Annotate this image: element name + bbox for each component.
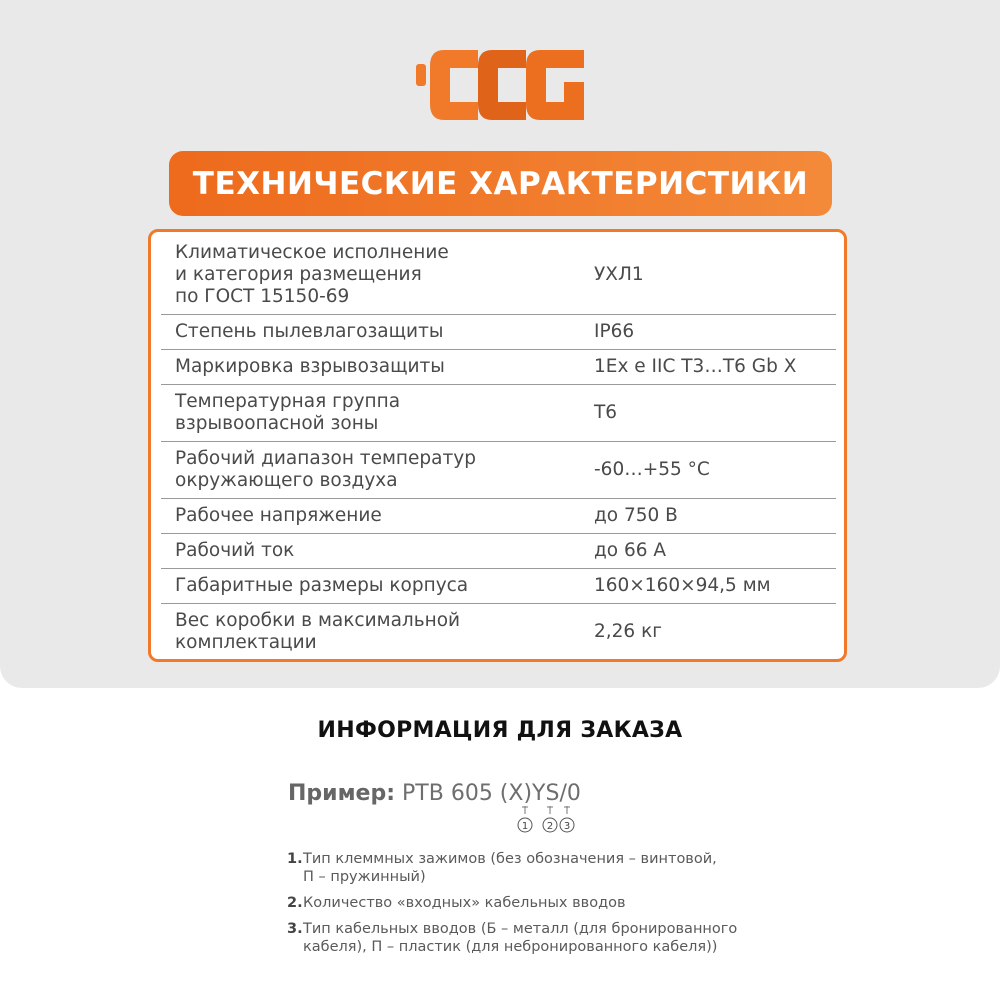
spec-label: Рабочий ток [175,539,295,561]
spec-row [161,314,836,349]
order-item-2 [287,894,807,912]
spec-value: до 750 В [594,504,678,526]
code-position-markers [514,806,584,836]
order-list [287,850,807,964]
order-item-3 [287,920,807,956]
spec-row [161,498,836,533]
spec-label: Рабочее напряжение [175,504,382,526]
order-item-text: Тип клеммных зажимов (без обозначения – винтовой, П – пружинный) [303,851,717,885]
order-item-number: 3. [287,921,303,937]
title-banner [169,151,832,216]
spec-row [161,603,836,660]
spec-value: -60…+55 °С [594,458,710,480]
spec-table-box [148,229,847,662]
order-item-number: 2. [287,895,303,911]
spec-label: Габаритные размеры корпуса [175,574,469,596]
spec-row [161,384,836,441]
order-item-number: 1. [287,851,303,867]
order-title: ИНФОРМАЦИЯ ДЛЯ ЗАКАЗА [317,718,683,743]
spec-value: Т6 [594,401,618,423]
spec-label: Степень пылевлагозащиты [175,320,444,342]
spec-table [161,236,836,660]
marker-3 [560,806,574,832]
spec-row [161,349,836,384]
spec-value: 2,26 кг [594,620,662,642]
spec-value: УХЛ1 [594,263,644,285]
marker-2 [543,806,557,832]
marker-2-label: 2 [546,821,554,832]
spec-value: 160×160×94,5 мм [594,574,771,596]
spec-row [161,568,836,603]
order-item-1 [287,850,807,886]
order-item-text: Количество «входных» кабельных вводов [303,895,626,911]
marker-1 [518,806,532,832]
spec-label: Климатическое исполнение и категория размещения по ГОСТ 15150-69 [175,241,449,307]
ccg-logo [416,40,584,130]
spec-label: Вес коробки в максимальной комплектации [175,609,461,653]
spec-label: Рабочий диапазон температур окружающего воздуха [175,447,476,491]
example-code: РТВ 605 (X)YS/0 [402,781,581,806]
marker-3-label: 3 [563,821,571,832]
marker-1-label: 1 [521,821,529,832]
spec-row [161,441,836,498]
order-example [288,781,581,806]
page-title: ТЕХНИЧЕСКИЕ ХАРАКТЕРИСТИКИ [192,165,809,202]
example-label: Пример: [288,781,396,806]
spec-row [161,533,836,568]
spec-label: Маркировка взрывозащиты [175,355,445,377]
spec-value: IP66 [594,320,635,342]
spec-value: до 66 А [594,539,667,561]
spec-label: Температурная группа взрывоопасной зоны [175,390,401,434]
spec-value: 1Ex e IIC T3…T6 Gb X [594,355,797,377]
order-item-text: Тип кабельных вводов (Б – металл (для бронированного кабеля), П – пластик (для небронированного кабеля)) [303,921,738,955]
spec-row [161,236,836,314]
